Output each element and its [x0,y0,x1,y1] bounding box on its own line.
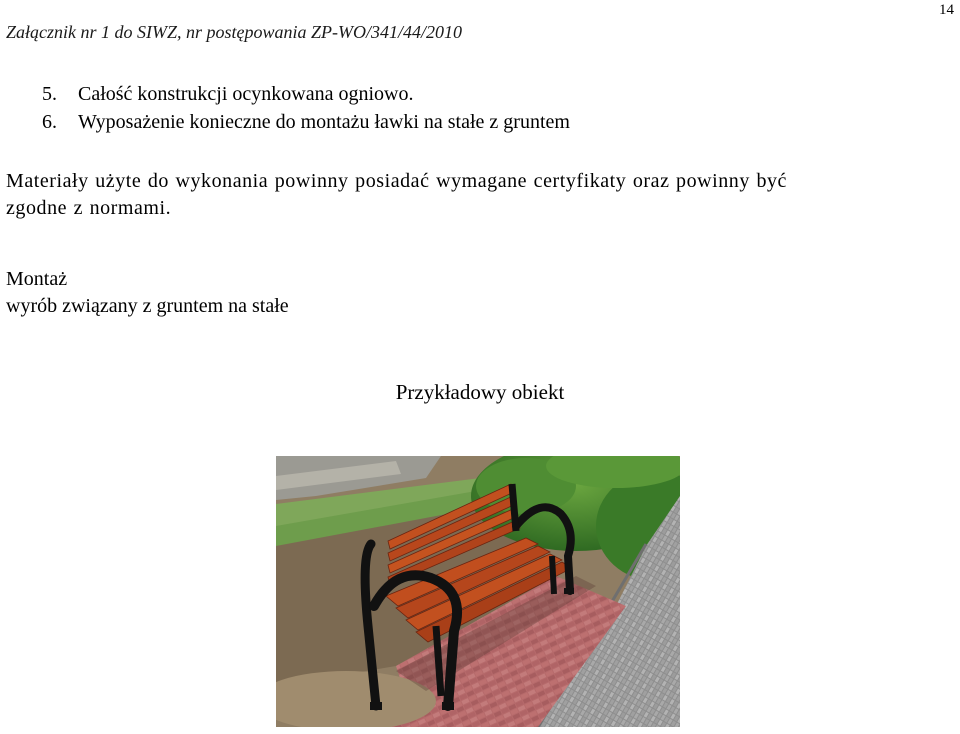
bench-photo [276,456,680,727]
materials-line-2: zgodne z normami. [6,197,172,219]
list-item-text: Wyposażenie konieczne do montażu ławki na stałe z gruntem [78,111,570,133]
page-number: 14 [939,2,954,18]
list-item-text: Całość konstrukcji ocynkowana ogniowo. [78,83,414,105]
materials-line-1: Materiały użyte do wykonania powinny posiadać wymagane certyfikaty oraz powinny być [6,170,787,192]
example-caption: Przykładowy obiekt [395,380,565,404]
list-item-number: 5. [42,83,57,105]
list-item [42,108,570,136]
assembly-section [6,266,289,320]
materials-paragraph [6,168,946,222]
page-header: Załącznik nr 1 do SIWZ, nr postępowania ZP-WO/341/44/2010 [6,22,463,42]
assembly-heading: Montaż [6,268,68,290]
list-item [42,80,570,108]
requirements-list [42,80,570,136]
assembly-text: wyrób związany z gruntem na stałe [6,295,289,317]
list-item-number: 6. [42,111,57,133]
